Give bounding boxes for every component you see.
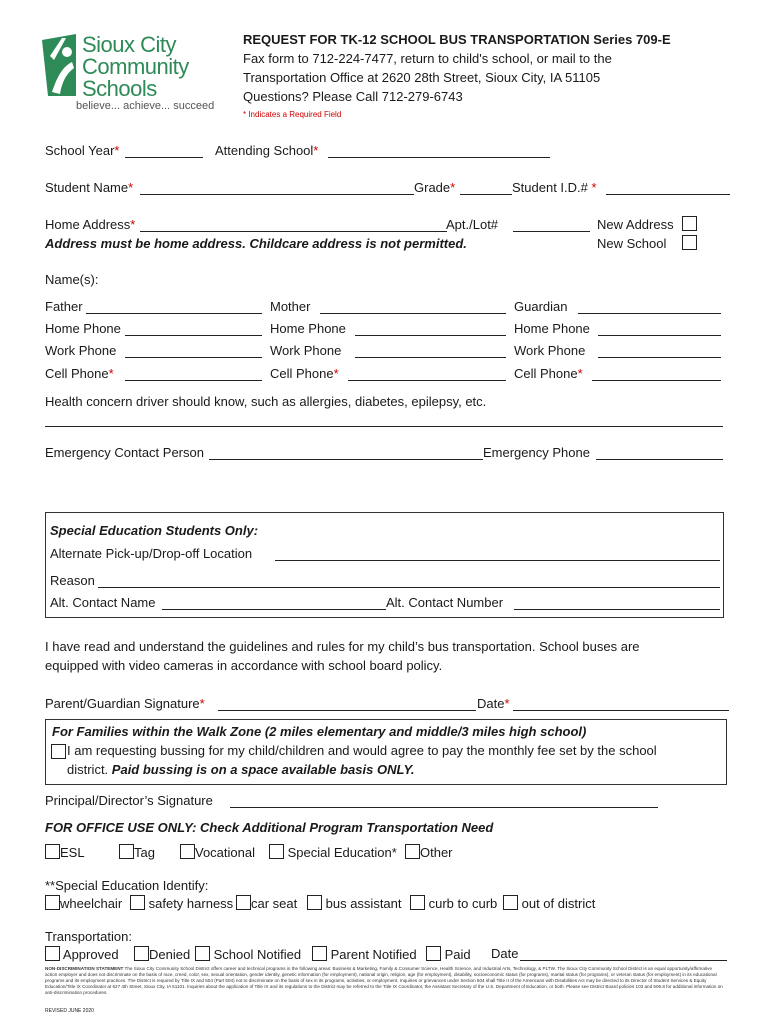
signature-date-label: Date* <box>477 696 510 711</box>
transport-approved[interactable]: Approved <box>45 946 119 962</box>
alt-location-field[interactable] <box>275 560 720 561</box>
logo-line-2: Community <box>82 54 189 79</box>
attending-school-field[interactable] <box>328 157 550 158</box>
address-note: Address must be home address. Childcare address is not permitted. <box>45 236 467 251</box>
new-address-checkbox[interactable] <box>682 216 697 231</box>
paid-bussing-note: Paid bussing is on a space available basis ONLY. <box>111 762 415 777</box>
principal-signature-label: Principal/Director’s Signature <box>45 793 213 808</box>
walk-zone-line-2: district. Paid bussing is on a space available basis ONLY. <box>67 762 415 777</box>
home-address-label: Home Address* <box>45 217 136 232</box>
office-use-heading: FOR OFFICE USE ONLY: Check Additional Program Transportation Need <box>45 820 494 835</box>
student-name-field[interactable] <box>140 194 414 195</box>
alt-contact-name-field[interactable] <box>162 609 386 610</box>
emergency-person-label: Emergency Contact Person <box>45 445 204 460</box>
logo-line-1: Sioux City <box>82 32 177 57</box>
walk-zone-checkbox[interactable] <box>51 744 66 759</box>
emergency-phone-label: Emergency Phone <box>483 445 590 460</box>
checkbox-icon <box>307 895 322 910</box>
reason-field[interactable] <box>98 587 720 588</box>
emergency-phone-field[interactable] <box>596 459 723 460</box>
walk-zone-heading: For Families within the Walk Zone (2 miles elementary and middle/3 miles high school) <box>52 724 587 739</box>
sped-bus-assistant[interactable]: bus assistant <box>307 895 402 911</box>
guardian-work-phone-label: Work Phone <box>514 343 586 358</box>
father-cell-phone-field[interactable] <box>125 380 262 381</box>
sped-safety-harness[interactable]: safety harness <box>130 895 233 911</box>
guardian-cell-phone-label: Cell Phone* <box>514 366 583 381</box>
checkbox-icon <box>269 844 284 859</box>
new-school-checkbox[interactable] <box>682 235 697 250</box>
health-label: Health concern driver should know, such as allergies, diabetes, epilepsy, etc. <box>45 394 487 409</box>
form-title: REQUEST FOR TK-12 SCHOOL BUS TRANSPORTATION Series 709-E <box>243 32 671 47</box>
alt-location-label: Alternate Pick-up/Drop-off Location <box>50 546 253 561</box>
mother-work-phone-label: Work Phone <box>270 343 342 358</box>
checkbox-icon <box>312 946 327 961</box>
guardian-home-phone-field[interactable] <box>598 335 721 336</box>
home-address-field[interactable] <box>140 231 447 232</box>
logo-line-3: Schools <box>82 76 157 101</box>
alt-contact-number-label: Alt. Contact Number <box>386 595 504 610</box>
checkbox-icon <box>426 946 441 961</box>
checkbox-icon <box>410 895 425 910</box>
principal-signature-field[interactable] <box>230 807 658 808</box>
checkbox-icon <box>180 844 195 859</box>
transportation-label: Transportation: <box>45 929 132 944</box>
mother-cell-phone-field[interactable] <box>348 380 506 381</box>
office-date-field[interactable] <box>520 960 727 961</box>
checkbox-icon <box>236 895 251 910</box>
father-field[interactable] <box>86 313 262 314</box>
program-other[interactable]: Other <box>405 844 453 860</box>
header-line-2: Transportation Office at 2620 28th Street, Sioux City, IA 51105 <box>243 70 601 85</box>
apt-lot-label: Apt./Lot# <box>446 217 499 232</box>
walk-zone-line-1: I am requesting bussing for my child/children and would agree to pay the monthly fee set by the school <box>67 743 657 758</box>
apt-lot-field[interactable] <box>513 231 590 232</box>
transport-denied[interactable]: Denied <box>134 946 190 962</box>
guardian-cell-phone-field[interactable] <box>592 380 721 381</box>
checkbox-icon <box>134 946 149 961</box>
checkbox-icon <box>503 895 518 910</box>
father-home-phone-field[interactable] <box>125 335 262 336</box>
student-id-field[interactable] <box>606 194 730 195</box>
checkbox-icon <box>405 844 420 859</box>
sped-out-of-district[interactable]: out of district <box>503 895 595 911</box>
grade-label: Grade* <box>414 180 456 195</box>
checkbox-icon <box>45 946 60 961</box>
program-vocational[interactable]: Vocational <box>180 844 255 860</box>
sped-wheelchair[interactable]: wheelchair <box>45 895 122 911</box>
student-id-label: Student I.D.# * <box>512 180 597 195</box>
program-esl[interactable]: ESL <box>45 844 85 860</box>
sped-curb-to-curb[interactable]: curb to curb <box>410 895 497 911</box>
guardian-label: Guardian <box>514 299 568 314</box>
header-line-1: Fax form to 712-224-7477, return to child's school, or mail to the <box>243 51 612 66</box>
checkbox-icon <box>45 895 60 910</box>
special-ed-heading: Special Education Students Only: <box>50 523 259 538</box>
new-school-label: New School <box>597 236 667 251</box>
signature-field[interactable] <box>218 710 476 711</box>
student-name-label: Student Name* <box>45 180 134 195</box>
mother-home-phone-label: Home Phone <box>270 321 346 336</box>
required-note: * Indicates a Required Field <box>243 110 342 119</box>
program-tag[interactable]: Tag <box>119 844 155 860</box>
mother-label: Mother <box>270 299 311 314</box>
checkbox-icon <box>195 946 210 961</box>
mother-field[interactable] <box>320 313 506 314</box>
sped-car-seat[interactable]: car seat <box>236 895 297 911</box>
mother-cell-phone-label: Cell Phone* <box>270 366 339 381</box>
guardian-field[interactable] <box>578 313 721 314</box>
father-cell-phone-label: Cell Phone* <box>45 366 114 381</box>
checkbox-icon <box>130 895 145 910</box>
health-field[interactable] <box>45 426 723 427</box>
guardian-home-phone-label: Home Phone <box>514 321 590 336</box>
father-work-phone-label: Work Phone <box>45 343 117 358</box>
program-special-education[interactable]: Special Education* <box>269 844 397 860</box>
checkbox-icon <box>119 844 134 859</box>
reason-label: Reason <box>50 573 95 588</box>
signature-date-field[interactable] <box>513 710 729 711</box>
guardian-work-phone-field[interactable] <box>598 357 721 358</box>
father-label: Father <box>45 299 83 314</box>
logo-tagline: believe... achieve... succeed <box>76 100 215 112</box>
nondiscrimination-statement: NON-DISCRIMINATION STATEMENT The Sioux City Community School District offers career and technical programs in the following areas: Business & Marketing, Family & Consumer Science, Health Science, and Industrial Arts, Technology, & PLTW. The Sioux City Community School District is an equal opportunity/affirmative action employer and does not discriminate on the basis of race, creed, color, sex, sexual orientation, gender identity, genetic information (for employment), national origin, religion, age (for employment), disability, socioeconomic status (for programs), marital status (for programs), or veteran status (for employment) in its educational programs and its employment practices. The District is required by Title IX and 504 (Part 504) not to discriminate on the basis of sex in its programs, activities, or employment. Inquiries or grievances under Section 504 shall Title II of the Americans with Disabilities Act may be directed to its Director of Student Services & Equity Education/Title IX Coordinator at 627 4th Street, Sioux City, IA 51101. Inquiries about the application of Title IX and its regulations to the District may be referred to the Title IX Coordinator, the Assistant Secretary of the U.S. Department of Education, or both. Please see District Board policies 103 and 506.8 for additional information on anti-discrimination procedures. <box>45 966 723 995</box>
father-work-phone-field[interactable] <box>125 357 262 358</box>
agreement-line-1: I have read and understand the guidelines and rules for my child’s bus transportation. School buses are <box>45 639 640 654</box>
transport-paid[interactable]: Paid <box>426 946 471 962</box>
agreement-line-2: equipped with video cameras in accordance with school board policy. <box>45 658 443 673</box>
new-address-label: New Address <box>597 217 674 232</box>
grade-field[interactable] <box>460 194 512 195</box>
attending-school-label: Attending School* <box>215 143 319 158</box>
school-year-label: School Year* <box>45 143 120 158</box>
mother-home-phone-field[interactable] <box>355 335 506 336</box>
header-line-3: Questions? Please Call 712-279-6743 <box>243 89 463 104</box>
alt-contact-number-field[interactable] <box>514 609 720 610</box>
signature-label: Parent/Guardian Signature* <box>45 696 205 711</box>
school-year-field[interactable] <box>125 157 203 158</box>
names-label: Name(s): <box>45 272 99 287</box>
checkbox-icon <box>45 844 60 859</box>
emergency-person-field[interactable] <box>209 459 483 460</box>
revised-date: REVISED JUNE 2020 <box>45 1008 94 1014</box>
mother-work-phone-field[interactable] <box>355 357 506 358</box>
office-date-label: Date <box>491 946 519 961</box>
alt-contact-name-label: Alt. Contact Name <box>50 595 156 610</box>
sped-identify-label: **Special Education Identify: <box>45 878 209 893</box>
transport-school-notified[interactable]: School Notified <box>195 946 301 962</box>
father-home-phone-label: Home Phone <box>45 321 121 336</box>
transport-parent-notified[interactable]: Parent Notified <box>312 946 417 962</box>
